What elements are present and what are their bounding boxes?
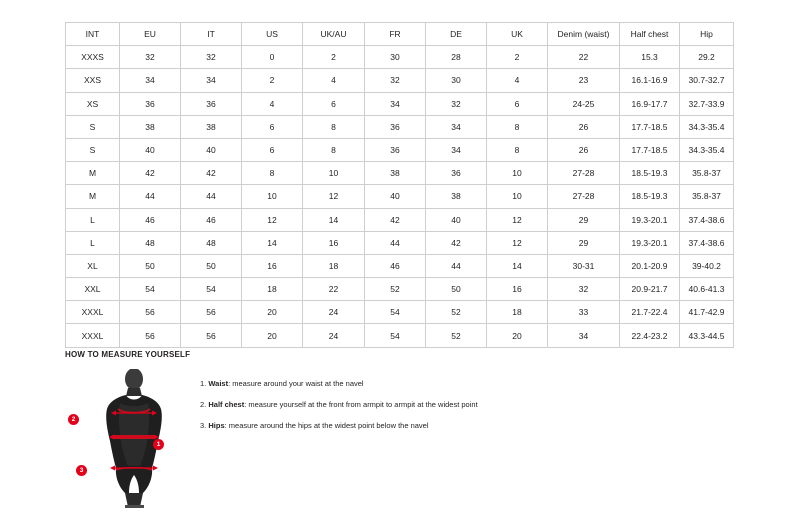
table-cell: 17.7-18.5 [620,115,680,138]
column-header-de: DE [426,23,487,46]
table-header-row [66,23,734,46]
table-cell: 37.4-38.6 [680,208,734,231]
table-cell: 46 [181,208,242,231]
column-header-fr: FR [365,23,426,46]
table-cell: XXXL [66,324,120,347]
table-cell: 20 [242,324,303,347]
table-cell: 28 [426,46,487,69]
column-header-denim-waist: Denim (waist) [548,23,620,46]
table-cell: 38 [426,185,487,208]
measure-instruction [200,379,478,388]
measure-instruction-text: : measure around the hips at the widest point below the navel [224,421,429,430]
table-cell: 29 [548,208,620,231]
table-cell: 29 [548,231,620,254]
table-row [66,162,734,185]
table-cell: 40 [426,208,487,231]
table-cell: 54 [365,324,426,347]
table-cell: 37.4-38.6 [680,231,734,254]
table-row [66,324,734,347]
measure-instruction-term: Half chest [208,400,245,409]
measure-instruction-number: 1. [200,379,207,388]
table-cell: 6 [487,92,548,115]
table-cell: 56 [120,301,181,324]
column-header-hip: Hip [680,23,734,46]
column-header-half-chest: Half chest [620,23,680,46]
column-header-us: US [242,23,303,46]
table-cell: 40.6-41.3 [680,278,734,301]
table-cell: 4 [487,69,548,92]
table-cell: 50 [120,254,181,277]
table-cell: 56 [181,324,242,347]
table-cell: 27-28 [548,185,620,208]
table-cell: 34 [426,138,487,161]
table-cell: 32 [426,92,487,115]
table-cell: 35.8-37 [680,185,734,208]
marker-1-waist: 1 [153,439,164,450]
table-cell: 30 [365,46,426,69]
table-cell: 30-31 [548,254,620,277]
table-cell: XXXS [66,46,120,69]
table-cell: 30.7-32.7 [680,69,734,92]
table-cell: 2 [242,69,303,92]
table-row [66,231,734,254]
measure-instruction-number: 2. [200,400,207,409]
table-cell: 42 [181,162,242,185]
table-cell: L [66,231,120,254]
table-cell: 14 [303,208,365,231]
table-cell: 10 [487,185,548,208]
table-cell: 23 [548,69,620,92]
table-cell: 8 [303,115,365,138]
table-cell: 16.1-16.9 [620,69,680,92]
table-cell: XXL [66,278,120,301]
table-cell: 12 [303,185,365,208]
table-cell: 34 [365,92,426,115]
table-cell: 16 [303,231,365,254]
table-cell: 50 [426,278,487,301]
table-cell: 35.8-37 [680,162,734,185]
table-cell: 34 [548,324,620,347]
table-cell: 41.7-42.9 [680,301,734,324]
measure-instruction-term: Waist [208,379,229,388]
table-cell: 50 [181,254,242,277]
table-row [66,138,734,161]
table-cell: 56 [120,324,181,347]
table-cell: M [66,185,120,208]
table-cell: 48 [181,231,242,254]
table-cell: 4 [242,92,303,115]
table-cell: 21.7-22.4 [620,301,680,324]
measure-instruction [200,400,478,409]
table-cell: XL [66,254,120,277]
table-cell: 8 [242,162,303,185]
table-cell: XXS [66,69,120,92]
size-chart-table [65,22,734,348]
table-cell: 42 [365,208,426,231]
table-cell: 4 [303,69,365,92]
table-cell: 44 [426,254,487,277]
table-cell: 29.2 [680,46,734,69]
table-cell: 20 [242,301,303,324]
marker-3-hips: 3 [76,465,87,476]
table-cell: 44 [365,231,426,254]
table-cell: 15.3 [620,46,680,69]
table-cell: 22 [548,46,620,69]
measure-instruction [200,421,478,430]
table-cell: 52 [365,278,426,301]
table-cell: 54 [365,301,426,324]
table-cell: 46 [120,208,181,231]
table-cell: 20.9-21.7 [620,278,680,301]
table-cell: 6 [303,92,365,115]
table-cell: 6 [242,115,303,138]
table-body [66,46,734,347]
table-cell: 34.3-35.4 [680,138,734,161]
table-cell: 12 [242,208,303,231]
table-cell: 44 [181,185,242,208]
table-cell: 26 [548,115,620,138]
table-cell: 19.3-20.1 [620,208,680,231]
table-cell: 2 [303,46,365,69]
table-cell: 54 [181,278,242,301]
table-cell: 27-28 [548,162,620,185]
table-cell: 24 [303,301,365,324]
table-cell: M [66,162,120,185]
table-cell: 44 [120,185,181,208]
table-cell: 56 [181,301,242,324]
column-header-eu: EU [120,23,181,46]
table-cell: 8 [487,115,548,138]
table-cell: 48 [120,231,181,254]
table-cell: S [66,138,120,161]
table-cell: 8 [303,138,365,161]
table-row [66,254,734,277]
table-row [66,115,734,138]
table-cell: 34.3-35.4 [680,115,734,138]
table-cell: XXXL [66,301,120,324]
table-cell: 42 [426,231,487,254]
table-cell: 16 [487,278,548,301]
column-header-it: IT [181,23,242,46]
table-cell: 20.1-20.9 [620,254,680,277]
table-cell: 36 [365,138,426,161]
measure-instructions-list [200,369,478,442]
table-row [66,278,734,301]
table-cell: 14 [487,254,548,277]
table-cell: 14 [242,231,303,254]
table-cell: 38 [181,115,242,138]
measure-instruction-text: : measure yourself at the front from armpit to armpit at the widest point [244,400,478,409]
measure-instruction-text: : measure around your waist at the navel [228,379,364,388]
how-to-measure-title: HOW TO MEASURE YOURSELF [65,350,191,359]
table-cell: 40 [120,138,181,161]
marker-2-half-chest: 2 [68,414,79,425]
table-row [66,46,734,69]
table-cell: 54 [120,278,181,301]
table-cell: 33 [548,301,620,324]
table-cell: 46 [365,254,426,277]
table-cell: 40 [365,185,426,208]
table-cell: 36 [181,92,242,115]
how-to-measure-section [65,350,733,509]
table-cell: 32 [181,46,242,69]
table-row [66,208,734,231]
table-cell: 30 [426,69,487,92]
table-cell: 12 [487,231,548,254]
table-cell: 22.4-23.2 [620,324,680,347]
table-cell: 34 [426,115,487,138]
table-cell: 18.5-19.3 [620,185,680,208]
table-cell: 38 [120,115,181,138]
table-cell: 2 [487,46,548,69]
table-cell: 52 [426,301,487,324]
table-row [66,301,734,324]
table-cell: 16.9-17.7 [620,92,680,115]
table-cell: 10 [242,185,303,208]
table-cell: 34 [181,69,242,92]
table-cell: 26 [548,138,620,161]
table-row [66,69,734,92]
how-to-measure-body [65,369,733,509]
table-cell: 22 [303,278,365,301]
size-chart-container [65,22,733,348]
table-cell: 24-25 [548,92,620,115]
table-cell: 40 [181,138,242,161]
mannequin-illustration [65,369,190,509]
table-cell: 6 [242,138,303,161]
table-row [66,185,734,208]
table-cell: 32 [548,278,620,301]
table-cell: S [66,115,120,138]
table-row [66,92,734,115]
table-cell: L [66,208,120,231]
table-cell: 18 [242,278,303,301]
table-cell: 42 [120,162,181,185]
table-cell: 43.3-44.5 [680,324,734,347]
table-cell: 32 [120,46,181,69]
table-cell: 36 [120,92,181,115]
table-cell: 18 [487,301,548,324]
table-cell: 36 [426,162,487,185]
measure-instruction-number: 3. [200,421,207,430]
table-cell: 38 [365,162,426,185]
column-header-uk: UK [487,23,548,46]
table-cell: 39-40.2 [680,254,734,277]
table-cell: 36 [365,115,426,138]
table-cell: 32 [365,69,426,92]
table-cell: 17.7-18.5 [620,138,680,161]
table-cell: 8 [487,138,548,161]
table-cell: 10 [303,162,365,185]
table-cell: 34 [120,69,181,92]
table-cell: 20 [487,324,548,347]
table-cell: 12 [487,208,548,231]
table-cell: 52 [426,324,487,347]
column-header-uk-au: UK/AU [303,23,365,46]
table-cell: 24 [303,324,365,347]
table-cell: XS [66,92,120,115]
table-cell: 16 [242,254,303,277]
table-cell: 32.7-33.9 [680,92,734,115]
column-header-int: INT [66,23,120,46]
table-cell: 19.3-20.1 [620,231,680,254]
table-cell: 18.5-19.3 [620,162,680,185]
measure-instruction-term: Hips [208,421,225,430]
table-cell: 10 [487,162,548,185]
table-cell: 0 [242,46,303,69]
mannequin-icon [87,369,182,509]
table-cell: 18 [303,254,365,277]
